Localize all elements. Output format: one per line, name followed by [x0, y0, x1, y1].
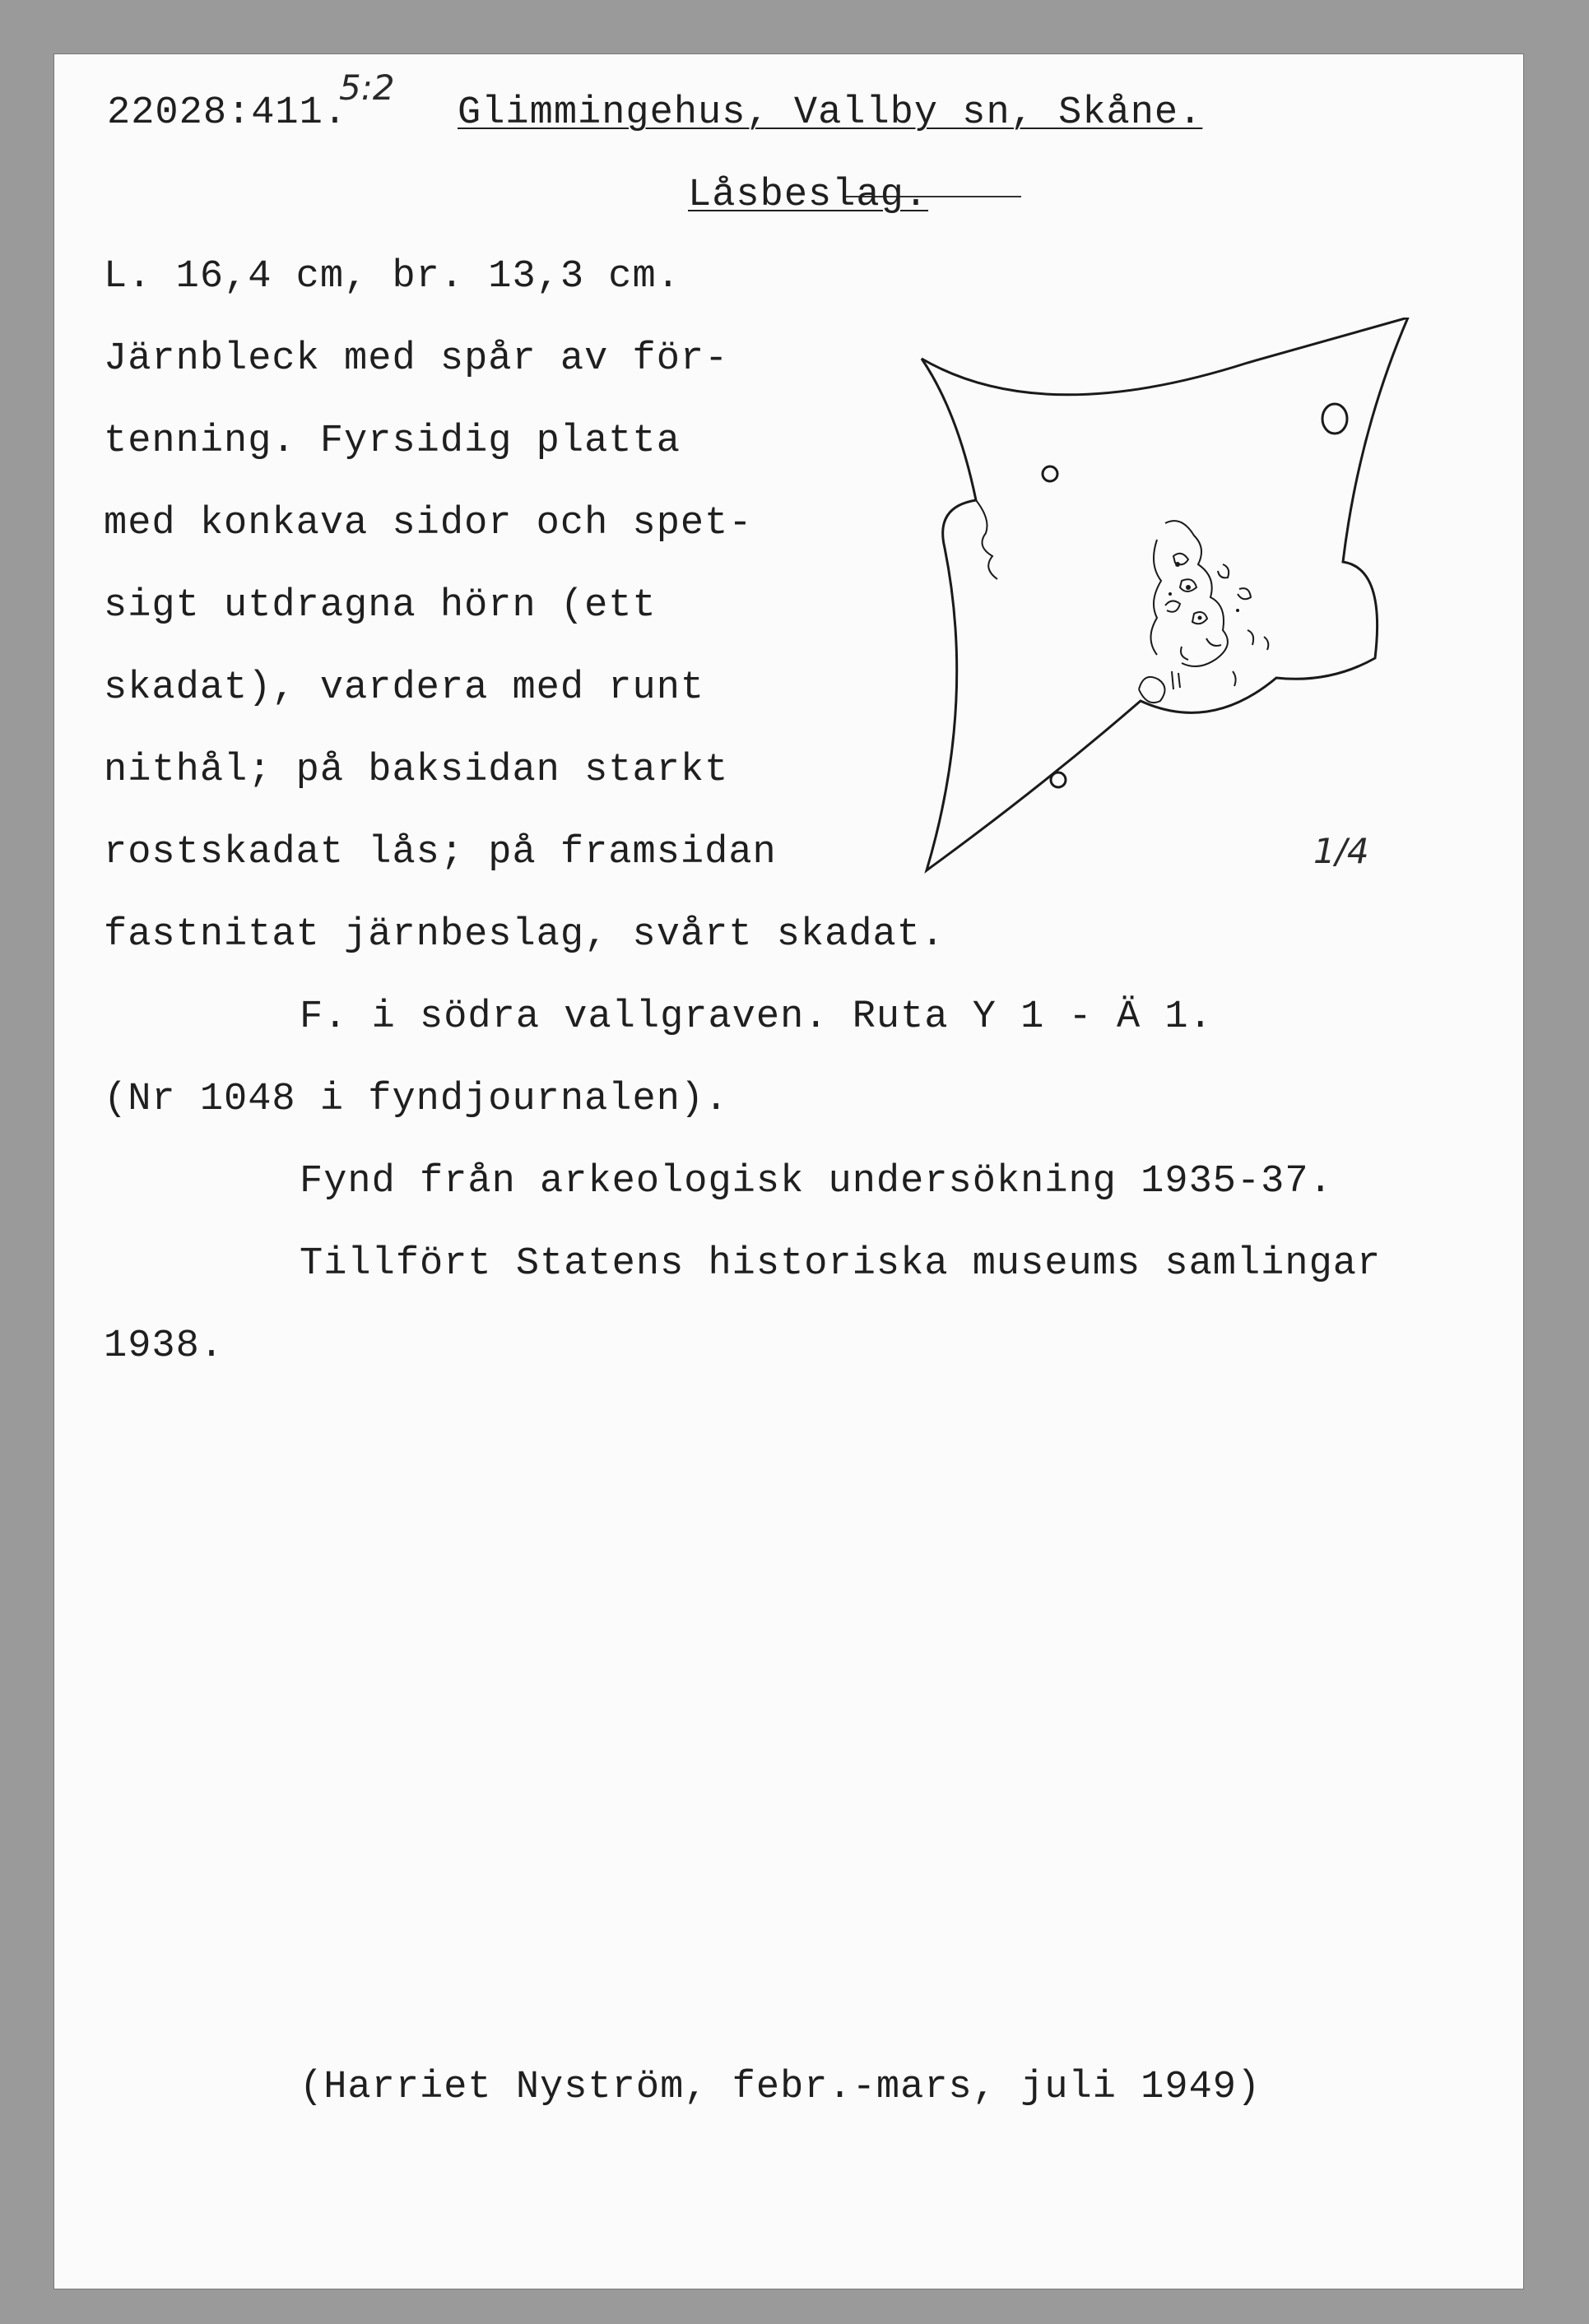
card-subtitle: Låsbeslag.	[688, 174, 929, 217]
description-line: tenning. Fyrsidig platta	[104, 420, 681, 463]
catalog-number: 22028:411.	[107, 91, 348, 135]
drawing-scale-label: 1/4	[1313, 831, 1369, 871]
catalog-card	[54, 54, 1523, 2289]
description-line: nithål; på baksidan starkt	[104, 749, 729, 792]
description-line: rostskadat lås; på framsidan	[104, 831, 777, 874]
description-line: skadat), vardera med runt	[104, 666, 705, 710]
description-line: med konkava sidor och spet-	[104, 502, 753, 545]
description-line: Järnbleck med spår av för-	[104, 337, 729, 381]
handwritten-annotation: 5:2	[339, 67, 395, 108]
lock-fitting-drawing	[910, 318, 1420, 910]
description-line: L. 16,4 cm, br. 13,3 cm.	[104, 255, 681, 299]
accession-line: Tillfört Statens historiska museums samlingar	[300, 1242, 1382, 1286]
author-signature: (Harriet Nyström, febr.-mars, juli 1949)	[300, 2066, 1261, 2109]
excavation-info: Fynd från arkeologisk undersökning 1935-37.	[300, 1160, 1333, 1204]
card-title: Glimmingehus, Vallby sn, Skåne.	[458, 91, 1203, 135]
lock-fitting-sketch	[910, 318, 1420, 910]
find-location: F. i södra vallgraven. Ruta Y 1 - Ä 1.	[300, 995, 1213, 1039]
accession-year: 1938.	[104, 1324, 225, 1368]
description-line: fastnitat järnbeslag, svårt skadat.	[104, 913, 946, 957]
description-line: sigt utdragna hörn (ett	[104, 584, 657, 628]
journal-reference: (Nr 1048 i fyndjournalen).	[104, 1078, 729, 1121]
